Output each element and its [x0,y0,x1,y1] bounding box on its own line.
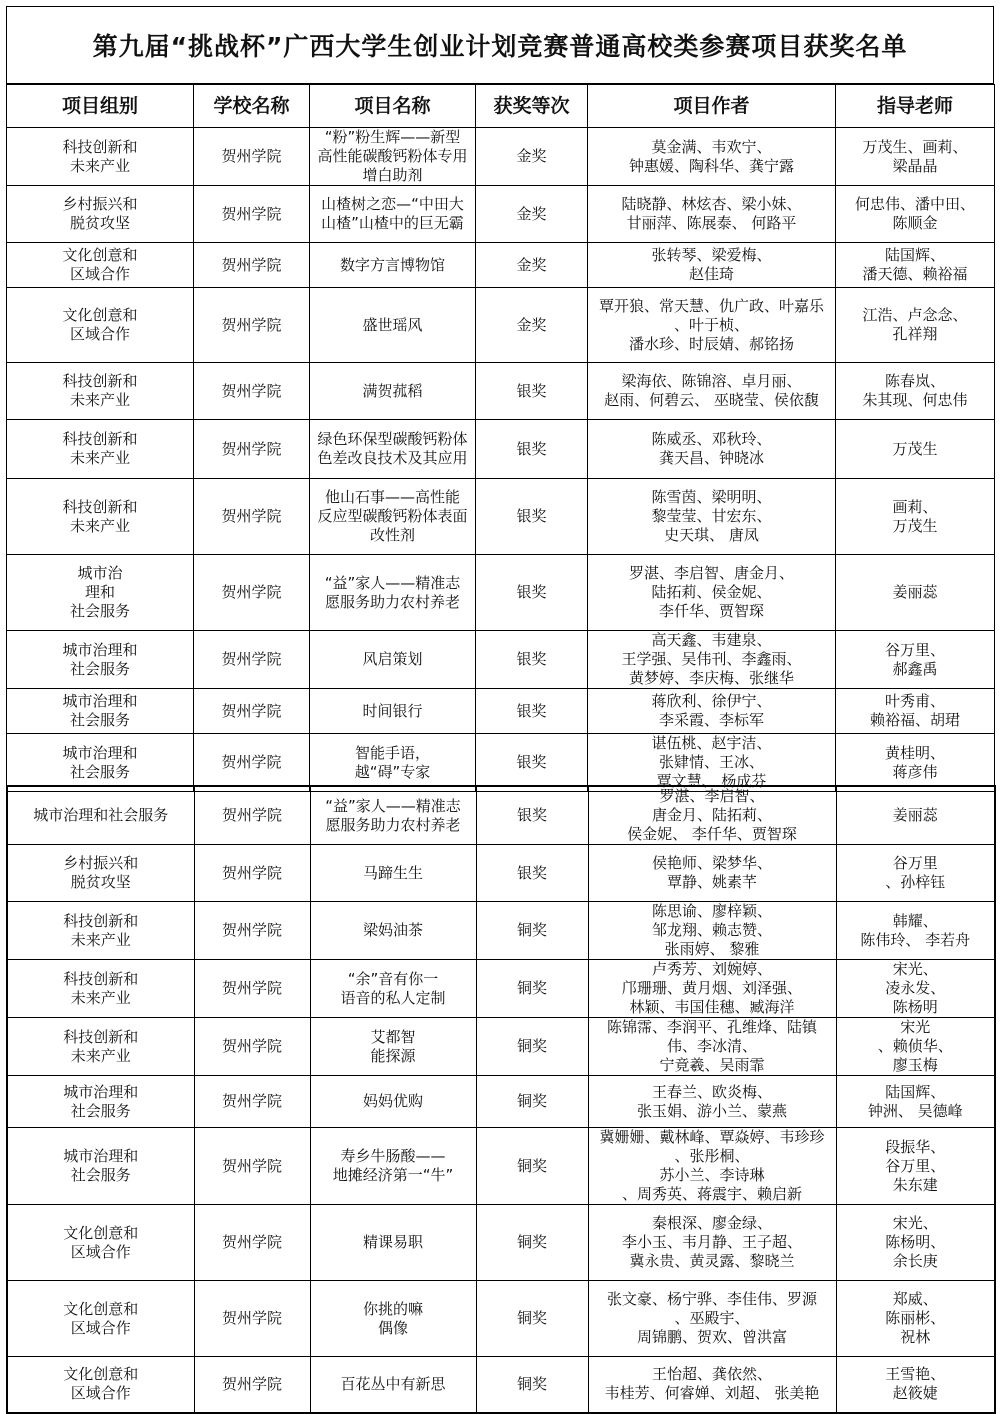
table-row [7,288,995,363]
project-cell: 满贺菰稻 [310,363,476,420]
group-cell: 科技创新和 未来产业 [7,363,194,420]
group-cell: 城市治理和 社会服务 [7,689,194,734]
header-school: 学校名称 [194,85,310,128]
group-cell: 乡村振兴和 脱贫攻坚 [7,845,194,902]
header-advisor: 指导老师 [836,85,995,128]
advisor-cell: 陈春岚、 朱其现、何忠伟 [836,363,995,420]
table-row [7,1357,995,1413]
project-cell: “余”音有你一 语音的私人定制 [310,960,476,1018]
group-cell: 城市治理和 社会服务 [7,734,194,792]
award-cell: 银奖 [476,420,588,479]
project-cell: 妈妈优购 [310,1076,476,1128]
group-cell: 城市治理和 社会服务 [7,1128,194,1205]
school-cell: 贺州学院 [194,1076,310,1128]
school-cell: 贺州学院 [194,1128,310,1205]
school-cell: 贺州学院 [194,689,310,734]
authors-cell: 秦根深、廖金绿、 李小玉、韦月静、王子超、 冀永贵、黄灵露、黎晓兰 [588,1205,836,1281]
table-row [7,734,995,792]
table-row [7,1128,995,1205]
project-cell: 绿色环保型碳酸钙粉体 色差改良技术及其应用 [310,420,476,479]
advisor-cell: 陆国辉、 潘天德、赖裕福 [836,243,995,288]
page-title: 第九届“挑战杯”广西大学生创业计划竞赛普通高校类参赛项目获奖名单 [6,6,994,84]
project-cell: 风启策划 [310,631,476,689]
advisor-cell: 画莉、 万茂生 [836,479,995,555]
project-cell: “益”家人——精准志 愿服务助力农村养老 [310,786,476,845]
school-cell: 贺州学院 [194,631,310,689]
advisor-cell: 何忠伟、潘中田、 陈顺金 [836,186,995,243]
school-cell: 贺州学院 [194,128,310,186]
school-cell: 贺州学院 [194,845,310,902]
award-cell: 银奖 [476,786,588,845]
table-body-bottom [7,786,995,1413]
award-cell: 铜奖 [476,902,588,960]
group-cell: 文化创意和 区域合作 [7,1357,194,1413]
school-cell: 贺州学院 [194,1018,310,1076]
advisor-cell: 宋光、 陈杨明、 余长庚 [836,1205,995,1281]
project-cell: 马蹄生生 [310,845,476,902]
authors-cell: 陆晓静、林炫杏、梁小妹、 甘丽萍、陈展泰、 何路平 [588,186,836,243]
table-row [7,1018,995,1076]
table-row [7,479,995,555]
advisor-cell: 万茂生、画莉、 梁晶晶 [836,128,995,186]
award-cell: 银奖 [476,689,588,734]
group-cell: 文化创意和 区域合作 [7,1281,194,1357]
table-row [7,960,995,1018]
advisor-cell: 谷万里、 郝鑫禹 [836,631,995,689]
group-cell: 科技创新和 未来产业 [7,128,194,186]
award-cell: 银奖 [476,479,588,555]
group-cell: 科技创新和 未来产业 [7,479,194,555]
advisor-cell: 王雪艳、 赵筱婕 [836,1357,995,1413]
school-cell: 贺州学院 [194,1281,310,1357]
award-cell: 铜奖 [476,1205,588,1281]
project-cell: 梁妈油茶 [310,902,476,960]
authors-cell: 陈威丞、邓秋玲、 龚天昌、钟晓冰 [588,420,836,479]
authors-cell: 谌伍桃、赵宇洁、 张肄情、王冰、 覃文慧、 杨成芬 [588,734,836,792]
authors-cell: 陈锦霈、李润平、孔维烽、陆镇 伟、李冰清、 宁竟羲、吴雨霏 [588,1018,836,1076]
school-cell: 贺州学院 [194,243,310,288]
award-cell: 铜奖 [476,1076,588,1128]
authors-cell: 陈思谕、廖梓颖、 邹龙翔、赖志赞、 张雨婷、 黎雅 [588,902,836,960]
table-body-top [7,128,995,792]
award-cell: 银奖 [476,734,588,792]
awards-table-bottom [6,785,996,1414]
table-row [7,1205,995,1281]
table-row [7,186,995,243]
school-cell: 贺州学院 [194,288,310,363]
project-cell: 山楂树之恋—“中田大 山楂”山楂中的巨无霸 [310,186,476,243]
table-row [7,363,995,420]
authors-cell: 张文豪、杨宁骅、李佳伟、罗源 、巫殿宇、 周锦鹏、贺欢、曾洪富 [588,1281,836,1357]
group-cell: 文化创意和 区域合作 [7,243,194,288]
table-row [7,243,995,288]
table-row [7,845,995,902]
authors-cell: 陈雪茵、梁明明、 黎莹莹、甘宏东、 史天琪、 唐凤 [588,479,836,555]
award-cell: 铜奖 [476,960,588,1018]
table-row [7,689,995,734]
authors-cell: 冀姗姗、戴林峰、覃焱婷、韦珍珍 、张彤桐、 苏小兰、李诗琳 、周秀英、蒋震宇、赖启新 [588,1128,836,1205]
table-row [7,902,995,960]
advisor-cell: 黄桂明、 蒋彦伟 [836,734,995,792]
advisor-cell: 韩耀、 陈伟玲、 李若舟 [836,902,995,960]
project-cell: 盛世瑶风 [310,288,476,363]
header-authors: 项目作者 [588,85,836,128]
award-cell: 金奖 [476,186,588,243]
group-cell: 文化创意和 区域合作 [7,288,194,363]
group-cell: 科技创新和 未来产业 [7,960,194,1018]
table-header-row [7,85,995,128]
project-cell: 时间银行 [310,689,476,734]
group-cell: 科技创新和 未来产业 [7,1018,194,1076]
award-cell: 金奖 [476,288,588,363]
authors-cell: 高天鑫、韦建泉、 王学强、吴伟刊、李鑫雨、 黄梦婷、李庆梅、张继华 [588,631,836,689]
project-cell: “粉”粉生辉——新型 高性能碳酸钙粉体专用 增白助剂 [310,128,476,186]
award-cell: 银奖 [476,555,588,631]
advisor-cell: 谷万里 、孙梓钰 [836,845,995,902]
table-row [7,1281,995,1357]
authors-cell: 罗湛、李启智、 唐金月、陆拓莉、 侯金妮、 李仟华、贾智琛 [588,786,836,845]
project-cell: 寿乡牛肠酸—— 地摊经济第一“牛” [310,1128,476,1205]
award-cell: 铜奖 [476,1357,588,1413]
authors-cell: 王春兰、欧炎梅、 张玉娟、游小兰、蒙燕 [588,1076,836,1128]
project-cell: 数字方言博物馆 [310,243,476,288]
authors-cell: 梁海依、陈锦溶、卓月丽、 赵雨、何碧云、 巫晓莹、侯依馥 [588,363,836,420]
authors-cell: 罗湛、李启智、唐金月、 陆拓莉、侯金妮、 李仟华、贾智琛 [588,555,836,631]
header-group: 项目组别 [7,85,194,128]
header-project: 项目名称 [310,85,476,128]
school-cell: 贺州学院 [194,960,310,1018]
project-cell: 百花丛中有新思 [310,1357,476,1413]
table-row [7,420,995,479]
school-cell: 贺州学院 [194,902,310,960]
advisor-cell: 段振华、 谷万里、 朱东建 [836,1128,995,1205]
project-cell: 精课易职 [310,1205,476,1281]
project-cell: 你挑的嘛 偶像 [310,1281,476,1357]
authors-cell: 王怡超、龚依然、 韦桂芳、何睿婵、刘超、 张美艳 [588,1357,836,1413]
advisor-cell: 江浩、卢念念、 孔祥翔 [836,288,995,363]
school-cell: 贺州学院 [194,186,310,243]
table-row [7,631,995,689]
group-cell: 城市治理和社会服务 [7,786,194,845]
advisor-cell: 叶秀甫、 赖裕福、胡珺 [836,689,995,734]
advisor-cell: 姜丽蕊 [836,786,995,845]
award-cell: 铜奖 [476,1128,588,1205]
advisor-cell: 郑威、 陈丽彬、 祝林 [836,1281,995,1357]
advisor-cell: 姜丽蕊 [836,555,995,631]
group-cell: 文化创意和 区域合作 [7,1205,194,1281]
authors-cell: 蒋欣利、徐伊宁、 李采霞、李标军 [588,689,836,734]
school-cell: 贺州学院 [194,1205,310,1281]
group-cell: 乡村振兴和 脱贫攻坚 [7,186,194,243]
group-cell: 科技创新和 未来产业 [7,420,194,479]
awards-table-top [6,84,995,792]
table-row [7,786,995,845]
table-row [7,128,995,186]
table-row [7,1076,995,1128]
award-cell: 金奖 [476,128,588,186]
group-cell: 科技创新和 未来产业 [7,902,194,960]
advisor-cell: 陆国辉、 钟洲、 吴德峰 [836,1076,995,1128]
school-cell: 贺州学院 [194,1357,310,1413]
table-row [7,555,995,631]
authors-cell: 张转琴、梁爱梅、 赵佳琦 [588,243,836,288]
school-cell: 贺州学院 [194,479,310,555]
school-cell: 贺州学院 [194,363,310,420]
advisor-cell: 宋光 、赖侦华、 廖玉梅 [836,1018,995,1076]
authors-cell: 莫金满、韦欢宁、 钟惠媛、陶科华、龚宁露 [588,128,836,186]
school-cell: 贺州学院 [194,555,310,631]
project-cell: “益”家人——精准志 愿服务助力农村养老 [310,555,476,631]
award-cell: 银奖 [476,845,588,902]
school-cell: 贺州学院 [194,734,310,792]
project-cell: 他山石事——高性能 反应型碳酸钙粉体表面 改性剂 [310,479,476,555]
authors-cell: 侯艳师、梁梦华、 覃静、姚素芊 [588,845,836,902]
award-cell: 银奖 [476,631,588,689]
group-cell: 城市治理和 社会服务 [7,631,194,689]
advisor-cell: 万茂生 [836,420,995,479]
award-cell: 铜奖 [476,1281,588,1357]
authors-cell: 卢秀芳、刘婉婷、 邝珊珊、黄月烟、刘泽强、 林颖、韦国佳穗、臧海洋 [588,960,836,1018]
award-cell: 银奖 [476,363,588,420]
project-cell: 艾都智 能探源 [310,1018,476,1076]
award-cell: 铜奖 [476,1018,588,1076]
school-cell: 贺州学院 [194,420,310,479]
award-cell: 金奖 [476,243,588,288]
header-award: 获奖等次 [476,85,588,128]
group-cell: 城市治理和 社会服务 [7,1076,194,1128]
advisor-cell: 宋光、 凌永发、 陈杨明 [836,960,995,1018]
school-cell: 贺州学院 [194,786,310,845]
authors-cell: 覃开狼、常天慧、仇广政、叶嘉乐 、叶于桢、 潘水珍、时辰婧、郝铭扬 [588,288,836,363]
project-cell: 智能手语， 越“碍”专家 [310,734,476,792]
group-cell: 城市治 理和 社会服务 [7,555,194,631]
